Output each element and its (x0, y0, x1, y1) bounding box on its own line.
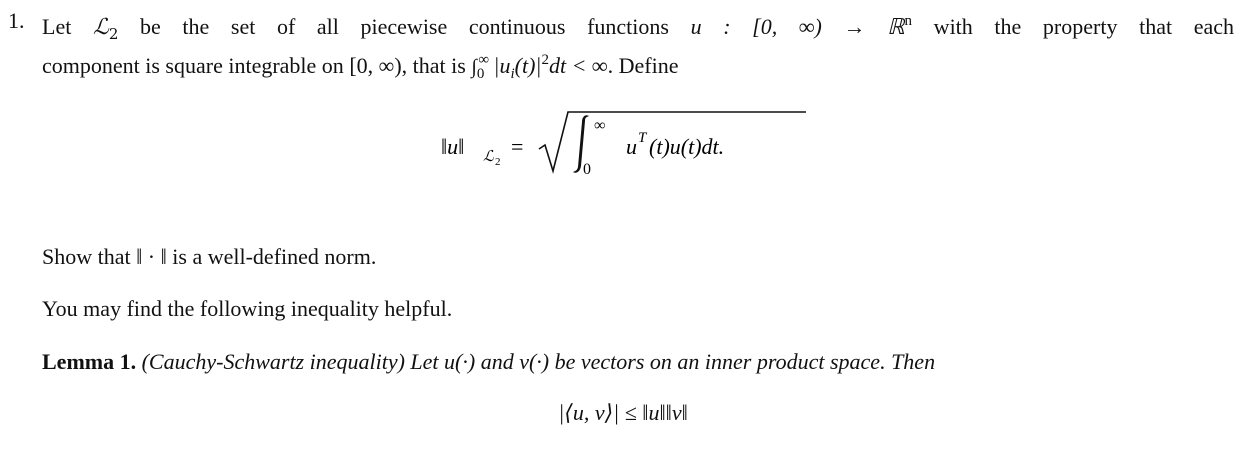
problem-number: 1. (8, 8, 25, 33)
show-instruction: Show that ‖ · ‖ is a well-defined norm. (42, 244, 377, 269)
inequality-text: |⟨u, v⟩| ≤ ‖u‖‖v‖ (558, 400, 688, 425)
integrand-rest: (t)u(t)dt. (649, 134, 725, 159)
interval: [0, ∞) (349, 53, 402, 78)
problem-statement (42, 8, 1234, 87)
norm-definition-equation (0, 108, 1246, 178)
lemma-1: Lemma 1. (Cauchy-Schwartz inequality) Let u(·) and v(·) be vectors on an inner product space. Then (42, 349, 936, 374)
function-signature: u : [0, ∞) → ℝ$^n$ (690, 13, 913, 39)
norm-lhs: ‖u‖ (441, 134, 465, 159)
inline-integral: $\int_0^\infty$ $|u_i(t)|^2dt$ < ∞ (471, 52, 608, 82)
lemma-u: u(·) (444, 349, 476, 374)
integral-upper-limit: ∞ (594, 117, 606, 134)
statement-line-2: component is square integrable on [0, ∞), that is $\int_0^\infty$ $|u_i(t)|^2dt$ < ∞. Define (42, 52, 679, 82)
hint-text: You may find the following inequality helpful. (42, 296, 453, 321)
statement-line-1: Let ℒ$_2$ be the set of all piecewise continuous functions u : [0, ∞) → ℝ$^n$ with the property that each (42, 13, 1234, 43)
equals-sign: = (511, 134, 524, 159)
integral-lower-limit: 0 (583, 161, 591, 178)
l2-symbol: ℒ$_2$ (92, 15, 119, 43)
norm-definition-svg (0, 108, 1246, 178)
lemma-label: Lemma 1. (42, 349, 137, 374)
integrand-transpose: T (638, 130, 647, 146)
norm-lhs-sub: ℒ (483, 147, 494, 165)
lemma-v: v(·) (519, 349, 550, 374)
cauchy-schwarz-inequality (0, 400, 1246, 432)
norm-lhs-sub2: 2 (495, 156, 501, 168)
integrand-u: u (626, 134, 637, 159)
